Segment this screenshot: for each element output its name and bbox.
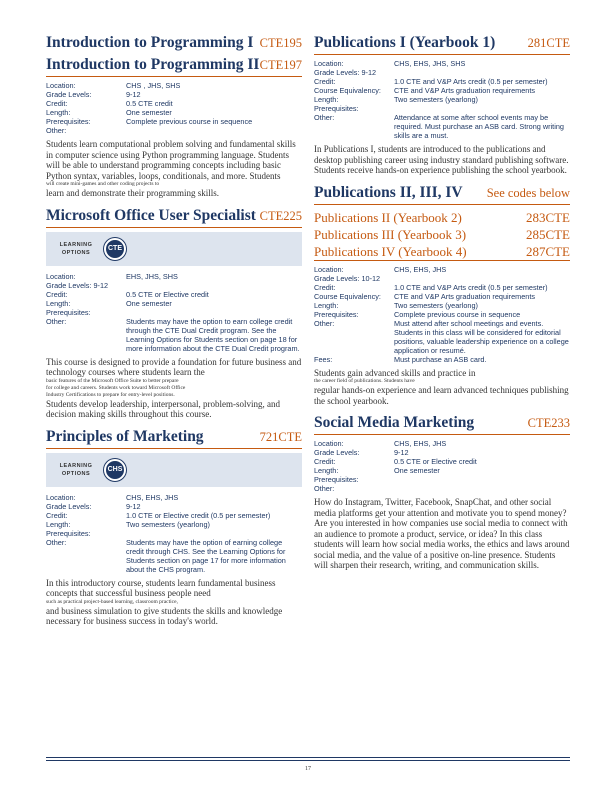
course-description bbox=[46, 578, 302, 627]
title-divider bbox=[314, 260, 570, 261]
info-label: Grade Levels: bbox=[314, 448, 360, 457]
info-label: Length: bbox=[46, 108, 71, 117]
course-social-media-marketing bbox=[314, 412, 570, 571]
sub-course-row bbox=[314, 226, 570, 243]
info-row bbox=[314, 59, 570, 68]
course-title: Microsoft Office User Specialist bbox=[46, 206, 256, 224]
description-text: Students learn computational problem solving and fundamental skills in computer science using Python programming language. Students will be able to understand programming concepts including basic Python syntax, variables, loops, conditionals, and more. Students bbox=[46, 139, 296, 181]
info-label: Length: bbox=[314, 300, 339, 310]
info-label: Other: bbox=[46, 316, 67, 326]
info-label: Grade Levels: 9-12 bbox=[314, 68, 377, 77]
info-label: Course Equivalency: bbox=[314, 86, 381, 95]
info-label: Credit: bbox=[46, 99, 68, 108]
info-label: Grade Levels: 10-12 bbox=[314, 273, 381, 283]
sub-course-code: 283CTE bbox=[525, 209, 570, 225]
left-column bbox=[46, 32, 302, 633]
course-description bbox=[46, 139, 302, 199]
course-intro-programming bbox=[46, 32, 302, 199]
footer-line bbox=[46, 760, 570, 761]
sub-course-code: 285CTE bbox=[525, 226, 570, 242]
info-label: Prerequisites: bbox=[314, 475, 359, 484]
description-text: Students gain advanced skills and practice in bbox=[314, 367, 476, 378]
course-code: CTE225 bbox=[259, 208, 302, 223]
info-value: Two semesters (yearlong) bbox=[126, 519, 210, 529]
course-title: Publications I (Yearbook 1) bbox=[314, 34, 496, 51]
info-row bbox=[46, 308, 302, 317]
info-label: Fees: bbox=[314, 354, 333, 364]
chs-badge-icon: CHS bbox=[104, 459, 126, 481]
info-value: 0.5 CTE or Elective credit bbox=[394, 457, 477, 466]
info-value bbox=[126, 308, 302, 317]
course-title: Publications II, III, IV bbox=[314, 183, 463, 201]
info-label: Other: bbox=[314, 113, 335, 122]
info-row bbox=[314, 292, 570, 301]
info-row bbox=[46, 299, 302, 308]
info-label: Prerequisites: bbox=[314, 309, 359, 319]
info-value: Students may have the option to earn college credit through the CTE Dual Credit program. See the Learning Options for Students section on page 18 for more information about the CTE Dual Credit program. bbox=[126, 316, 300, 353]
info-row bbox=[314, 301, 570, 310]
info-label: Location: bbox=[314, 264, 344, 274]
sub-course-list bbox=[314, 209, 570, 260]
info-label: Other: bbox=[314, 318, 335, 328]
info-row bbox=[314, 86, 570, 95]
info-value: 9-12 bbox=[126, 90, 141, 99]
title-divider bbox=[46, 448, 302, 449]
info-row bbox=[314, 77, 570, 86]
info-label: Location: bbox=[46, 492, 76, 502]
info-row bbox=[46, 272, 302, 281]
description-small-text: such as practical project-based learning, classroom practice, bbox=[46, 598, 178, 605]
description-small-text: will create mini-games and other coding projects to bbox=[46, 181, 160, 187]
info-row bbox=[314, 466, 570, 475]
course-info bbox=[314, 265, 570, 364]
info-value: CHS, EHS, JHS bbox=[126, 492, 179, 502]
course-title-row bbox=[46, 32, 302, 54]
description-small-text: the career field of publications. Students have bbox=[314, 378, 415, 384]
info-label: Other: bbox=[46, 537, 67, 547]
info-value: CTE and V&P Arts graduation requirements bbox=[394, 86, 536, 95]
course-code: CTE195 bbox=[259, 36, 302, 50]
course-description bbox=[46, 357, 302, 420]
info-value bbox=[126, 126, 302, 135]
course-publications-1 bbox=[314, 32, 570, 176]
learning-options-label: LEARNING OPTIONS bbox=[59, 462, 93, 477]
info-row bbox=[314, 355, 570, 364]
info-label: Other: bbox=[314, 484, 335, 493]
learning-options-label: LEARNING OPTIONS bbox=[59, 241, 93, 256]
info-value bbox=[394, 68, 570, 77]
info-row bbox=[314, 484, 570, 493]
description-text: regular hands-on experience and learn advanced techniques publishing the school yearbook. bbox=[314, 385, 569, 406]
course-code: See codes below bbox=[486, 185, 570, 200]
info-label: Credit: bbox=[46, 289, 68, 299]
info-value bbox=[394, 475, 570, 484]
info-value bbox=[126, 281, 302, 290]
course-title-row bbox=[314, 32, 570, 54]
course-publications-2-4 bbox=[314, 182, 570, 407]
footer-rule bbox=[46, 757, 570, 761]
course-info bbox=[46, 272, 302, 353]
sub-course-title: Publications II (Yearbook 2) bbox=[314, 209, 462, 225]
info-value bbox=[394, 484, 570, 493]
course-info bbox=[314, 59, 570, 140]
info-label: Other: bbox=[46, 126, 67, 135]
title-divider bbox=[314, 204, 570, 205]
course-description bbox=[314, 368, 570, 407]
info-label: Location: bbox=[314, 439, 344, 448]
course-code: CTE233 bbox=[527, 416, 570, 430]
course-title: Introduction to Programming II bbox=[46, 56, 260, 73]
info-row bbox=[46, 81, 302, 90]
learning-options-bar bbox=[46, 232, 302, 266]
info-value: Must attend after school meetings and events. Students in this class will be considered for editorial positions, valuable leadership experience on a college application or resumé. bbox=[394, 318, 569, 355]
info-row bbox=[46, 108, 302, 117]
info-label: Grade Levels: bbox=[46, 501, 92, 511]
info-label: Credit: bbox=[314, 457, 336, 466]
info-row bbox=[46, 281, 302, 290]
info-value: EHS, JHS, SHS bbox=[126, 271, 178, 281]
info-row bbox=[46, 502, 302, 511]
info-value: 0.5 CTE or Elective credit bbox=[126, 289, 209, 299]
info-label: Length: bbox=[46, 298, 71, 308]
info-value: One semester bbox=[394, 466, 440, 475]
description-text: Students develop leadership, interpersonal, problem-solving, and decision making skills throughout this course. bbox=[46, 398, 280, 419]
sub-course-row bbox=[314, 243, 570, 260]
info-label: Length: bbox=[314, 466, 339, 475]
info-row bbox=[314, 68, 570, 77]
info-row bbox=[46, 317, 302, 353]
info-row bbox=[46, 538, 302, 574]
info-value: 1.0 CTE or Elective credit (0.5 per semester) bbox=[126, 510, 271, 520]
course-title-row bbox=[46, 54, 302, 76]
info-row bbox=[314, 475, 570, 484]
info-value: 1.0 CTE and V&P Arts credit (0.5 per semester) bbox=[394, 77, 548, 86]
title-divider bbox=[46, 76, 302, 77]
sub-course-row bbox=[314, 209, 570, 226]
description-text: In this introductory course, students learn fundamental business concepts that successful business people need bbox=[46, 577, 276, 598]
info-value: Two semesters (yearlong) bbox=[394, 300, 478, 310]
course-info bbox=[314, 439, 570, 493]
info-label: Prerequisites: bbox=[46, 528, 91, 538]
info-row bbox=[314, 310, 570, 319]
title-divider bbox=[46, 227, 302, 228]
info-value: CHS, EHS, JHS bbox=[394, 439, 447, 448]
info-value: 1.0 CTE and V&P Arts credit (0.5 per semester) bbox=[394, 282, 548, 292]
course-description: In Publications I, students are introduced to the publications and desktop publishing career using industry standard publishing software. Students receive hands-on experience publishing the school yearbook. bbox=[314, 144, 569, 175]
course-title-row bbox=[46, 205, 302, 227]
info-label: Credit: bbox=[314, 282, 336, 292]
info-label: Credit: bbox=[314, 77, 336, 86]
title-divider bbox=[314, 54, 570, 55]
info-row bbox=[314, 113, 570, 140]
info-row bbox=[314, 283, 570, 292]
info-value: Two semesters (yearlong) bbox=[394, 95, 478, 104]
info-value: 9-12 bbox=[394, 448, 409, 457]
info-row bbox=[314, 457, 570, 466]
info-label: Prerequisites: bbox=[46, 117, 91, 126]
info-label: Credit: bbox=[46, 510, 68, 520]
info-value: One semester bbox=[126, 108, 172, 117]
info-row bbox=[314, 439, 570, 448]
course-code: 281CTE bbox=[527, 36, 570, 50]
course-code: 721CTE bbox=[259, 429, 302, 444]
info-value bbox=[394, 104, 570, 113]
info-row bbox=[46, 99, 302, 108]
info-row bbox=[46, 90, 302, 99]
info-value: Attendance at some after school events may be required. Must purchase an ASB card. Strong writing skills are a must. bbox=[394, 113, 564, 140]
info-row bbox=[46, 520, 302, 529]
sub-course-code: 287CTE bbox=[525, 243, 570, 259]
info-row bbox=[314, 319, 570, 355]
cte-badge-icon: CTE bbox=[104, 238, 126, 260]
page-number: 17 bbox=[305, 766, 311, 772]
info-row bbox=[46, 290, 302, 299]
info-row bbox=[46, 126, 302, 135]
info-value bbox=[394, 274, 570, 283]
info-value: Must purchase an ASB card. bbox=[394, 354, 487, 364]
info-row bbox=[46, 529, 302, 538]
course-title-row bbox=[314, 182, 570, 204]
info-row bbox=[314, 265, 570, 274]
course-title-row bbox=[46, 426, 302, 448]
info-label: Location: bbox=[46, 271, 76, 281]
info-label: Course Equivalency: bbox=[314, 291, 381, 301]
footer-line bbox=[46, 757, 570, 758]
info-label: Grade Levels: bbox=[46, 90, 92, 99]
sub-course-title: Publications III (Yearbook 3) bbox=[314, 226, 467, 242]
info-value: One semester bbox=[126, 298, 172, 308]
description-text: learn and demonstrate their programming skills. bbox=[46, 188, 219, 198]
description-small-text: basic features of the Microsoft Office Suite to better prepare bbox=[46, 377, 179, 384]
course-code: CTE197 bbox=[259, 58, 302, 72]
right-column bbox=[314, 32, 570, 577]
course-description: How do Instagram, Twitter, Facebook, SnapChat, and other social media platforms get your attention and motivate you to spend money? Are you interested in how companies use social media to connect with an audience to promote a product, service, or idea? In this class students will learn how social media works, the ethics and laws around social media, and the value of a positive on-line presence. Students will sharpen their research, writing, and communication skills. bbox=[314, 497, 570, 570]
description-small-text: for college and careers. Students work toward Microsoft Office bbox=[46, 384, 186, 391]
info-value: CTE and V&P Arts graduation requirements bbox=[394, 291, 536, 301]
info-value: Students may have the option of earning college credit through CHS. See the Learning Options for Students section on page 17 for more information about the CHS program. bbox=[126, 537, 286, 574]
info-value: CHS, EHS, JHS, SHS bbox=[394, 59, 466, 68]
info-label: Length: bbox=[314, 95, 339, 104]
info-row bbox=[46, 511, 302, 520]
course-info bbox=[46, 493, 302, 574]
info-value: CHS, EHS, JHS bbox=[394, 264, 447, 274]
info-label: Prerequisites: bbox=[46, 307, 91, 317]
info-value: CHS , JHS, SHS bbox=[126, 81, 181, 90]
info-value: Complete previous course in sequence bbox=[394, 309, 521, 319]
title-divider bbox=[314, 434, 570, 435]
course-info bbox=[46, 81, 302, 135]
info-label: Location: bbox=[314, 59, 344, 68]
course-office-specialist bbox=[46, 205, 302, 420]
info-row bbox=[46, 493, 302, 502]
course-title-row bbox=[314, 412, 570, 434]
info-value: 9-12 bbox=[126, 501, 141, 511]
description-text: This course is designed to provide a foundation for future business and technology courses where students learn the bbox=[46, 356, 302, 377]
info-row bbox=[314, 95, 570, 104]
learning-options-bar bbox=[46, 453, 302, 487]
course-principles-marketing bbox=[46, 426, 302, 627]
info-value: Complete previous course in sequence bbox=[126, 117, 253, 126]
course-title: Principles of Marketing bbox=[46, 427, 204, 445]
info-row bbox=[46, 117, 302, 126]
course-title: Social Media Marketing bbox=[314, 414, 475, 431]
description-text: and business simulation to give students the skills and knowledge necessary for business success in today's world. bbox=[46, 605, 283, 626]
info-row bbox=[314, 448, 570, 457]
description-small-text: Industry Certifications to prepare for entry-level positions. bbox=[46, 391, 175, 398]
info-row bbox=[314, 104, 570, 113]
info-value: 0.5 CTE credit bbox=[126, 99, 173, 108]
info-row bbox=[314, 274, 570, 283]
info-value bbox=[126, 529, 302, 538]
course-title: Introduction to Programming I bbox=[46, 34, 254, 51]
sub-course-title: Publications IV (Yearbook 4) bbox=[314, 243, 467, 259]
info-label: Location: bbox=[46, 81, 76, 90]
info-label: Prerequisites: bbox=[314, 104, 359, 113]
info-label: Grade Levels: 9-12 bbox=[46, 280, 109, 290]
info-label: Length: bbox=[46, 519, 71, 529]
